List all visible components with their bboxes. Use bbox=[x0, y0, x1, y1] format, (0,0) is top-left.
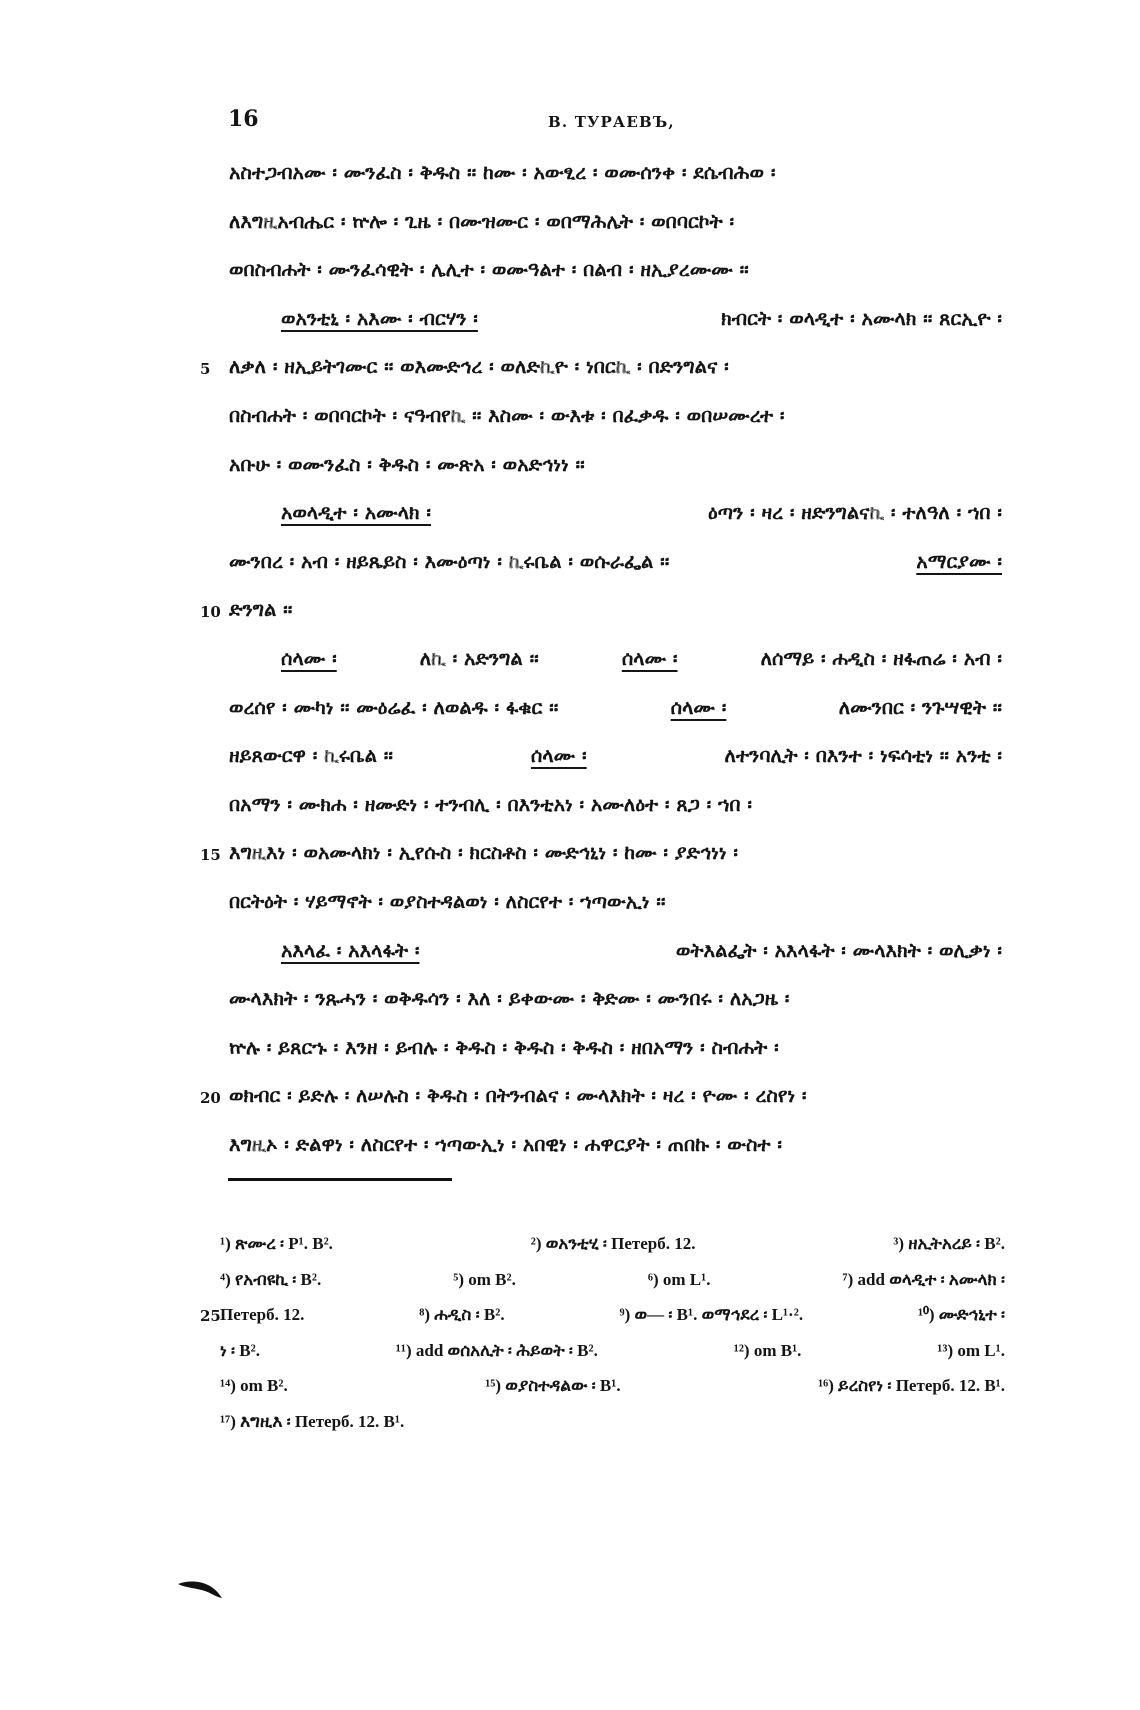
line-number: 15 bbox=[200, 846, 221, 865]
footnote-entry: ¹⁵) ወያስተዳልው ፡ B¹. bbox=[485, 1376, 621, 1395]
text-segment: ለሙንበር ፡ ንጉሣዊት ፡፡ bbox=[838, 695, 1002, 719]
text-line bbox=[229, 793, 1002, 816]
running-head: В. ТУРАЕВЪ, bbox=[548, 113, 675, 131]
footnote-line bbox=[220, 1305, 1005, 1325]
text-segment: ወበስብሐት ፡ ሙንፈሳዊት ፡ ሌሊተ ፡ ወሙዓልተ ፡ በልብ ፡ ዘኢያረሙሙ ፡፡ bbox=[229, 258, 749, 282]
text-segment: ዕጣን ፡ ዛረ ፡ ዘድንግልናኪ ፡ ተለዓለ ፡ ኀበ ፡ bbox=[708, 501, 1002, 525]
text-segment: ሙላእክት ፡ ንጹሓን ፡ ወቅዱሳን ፡ እለ ፡ ይቀውሙ ፡ ቅድሙ ፡ ሙንበሩ ፡ ለአጋዜ ፡ bbox=[229, 987, 790, 1011]
text-line bbox=[229, 1084, 1002, 1107]
footnote-entry: ¹⁴) om B². bbox=[220, 1376, 288, 1395]
text-line bbox=[281, 501, 1002, 524]
text-line bbox=[229, 987, 1002, 1010]
text-line bbox=[229, 210, 1002, 233]
footnote-line bbox=[220, 1270, 1005, 1290]
footnote-entry: ⁸) ሐዲስ ፡ B². bbox=[419, 1305, 505, 1324]
footnote-line bbox=[220, 1376, 1005, 1396]
rubric-segment: አማርያሙ ፡ bbox=[916, 549, 1002, 573]
text-line bbox=[229, 744, 1002, 767]
page-number: 16 bbox=[228, 106, 259, 132]
text-line bbox=[281, 307, 1002, 330]
footnote-line bbox=[220, 1412, 404, 1432]
rubric-segment: ሰላሙ ፡ bbox=[281, 647, 337, 670]
text-segment: ወክብር ፡ ይድሉ ፡ ለሠሉስ ፡ ቅዱስ ፡ በትንብልና ፡ ሙላእክት ፡ ዛረ ፡ ዮሙ ፡ ረስየነ ፡ bbox=[229, 1084, 807, 1108]
footnote-entry: ¹⁷) እግዚእ ፡ Петерб. 12. B¹. bbox=[220, 1411, 405, 1431]
text-line bbox=[229, 841, 1002, 864]
footnote-entry: ¹⁶) ይረስየነ ፡ Петерб. 12. B¹. bbox=[818, 1376, 1005, 1395]
text-segment: አቡሁ ፡ ወሙንፈስ ፡ ቅዱስ ፡ ሙጽአ ፡ ወአድኅነነ ፡፡ bbox=[229, 452, 585, 476]
text-segment: ለእግዚአብሔር ፡ ኵሎ ፡ ጊዜ ፡ በሙዝሙር ፡ ወበማሕሌት ፡ ወበባርኮት ፡ bbox=[229, 209, 735, 233]
text-line bbox=[281, 939, 1002, 962]
text-line bbox=[229, 258, 1002, 281]
text-segment: ለተንባሊት ፡ በእንተ ፡ ነፍሳቲነ ፡፡ አንቲ ፡ bbox=[724, 744, 1002, 768]
rubric-segment: ሰላሙ ፡ bbox=[621, 647, 678, 670]
footnote-entry: ⁹) ወ— ፡ B¹. ወማኅደረ ፡ L¹·². bbox=[619, 1305, 804, 1324]
text-segment: አስተጋብአሙ ፡ ሙንፈስ ፡ ቅዱስ ፡፡ ከሙ ፡ አውፂረ ፡ ወሙሰንቀ ፡ ደሴብሕወ ፡ bbox=[229, 161, 776, 184]
rubric-segment: አእላፈ ፡ አእላፋት ፡ bbox=[281, 938, 420, 962]
text-segment: እግዚኦ ፡ ድልዋነ ፡ ለስርየተ ፡ ኀጣውኢነ ፡ አበዊነ ፡ ሐዋርያት ፡ ጠበኩ ፡ ውስተ ፡ bbox=[229, 1133, 782, 1156]
footnote-rule bbox=[228, 1178, 452, 1181]
line-number: 5 bbox=[200, 360, 211, 379]
text-segment: ለኪ ፡ አድንግል ፡፡ bbox=[419, 647, 539, 670]
text-line bbox=[229, 598, 292, 621]
text-segment: ሙንበረ ፡ አብ ፡ ዘይጼይስ ፡ እሙዕጣነ ፡ ኪሩቤል ፡ ወሱራፌል ፡፡ bbox=[229, 549, 670, 573]
footnote-entry: ነ ፡ B². bbox=[220, 1340, 260, 1360]
footnote-entry: ³) ዘኢትአረይ ፡ B². bbox=[893, 1234, 1005, 1253]
rubric-segment: ሰላሙ ፡ bbox=[670, 695, 727, 719]
text-segment: ክብርት ፡ ወላዲተ ፡ አሙላክ ፡፡ ጸርኢዮ ፡ bbox=[721, 306, 1002, 330]
footnote-entry: ⁵) om B². bbox=[453, 1269, 516, 1289]
footnote-entry: ⁷) add ወላዲተ ፡ አሙላክ ፡ bbox=[842, 1269, 1005, 1289]
text-segment: ለቃለ ፡ ዘኢይትገሙር ፡፡ ወእሙድኅረ ፡ ወለድኪዮ ፡ ነበርኪ ፡ በድንግልና ፡ bbox=[229, 355, 729, 379]
text-line bbox=[229, 355, 1002, 378]
text-segment: እግዚእነ ፡ ወአሙላክነ ፡ ኢየሱስ ፡ ክርስቶስ ፡ ሙድኅኒነ ፡ ከሙ ፡ ያድኅነነ ፡ bbox=[229, 841, 739, 865]
footnote-entry: ⁶) om L¹. bbox=[647, 1269, 711, 1289]
rubric-segment: ወአንቲኒ ፡ አእሙ ፡ ብርሃን ፡ bbox=[281, 306, 478, 330]
text-line bbox=[281, 647, 1002, 670]
text-line bbox=[229, 453, 1002, 476]
text-line bbox=[229, 550, 1002, 573]
text-line bbox=[229, 1133, 1002, 1156]
line-number: 25 bbox=[200, 1307, 221, 1325]
ink-blot bbox=[178, 1580, 224, 1600]
text-line bbox=[229, 161, 1002, 184]
line-number: 20 bbox=[200, 1089, 221, 1108]
footnote-entry: ¹³) om L¹. bbox=[937, 1340, 1005, 1360]
line-number: 10 bbox=[200, 603, 221, 622]
text-segment: በአማን ፡ ሙክሐ ፡ ዘሙድነ ፡ ተንብሊ ፡ በእንቲአነ ፡ አሙለዕተ ፡ ጸጋ ፡ ኀበ ፡ bbox=[229, 792, 752, 816]
footnote-entry: ¹) ጽሙረ ፡ P¹. B². bbox=[220, 1234, 333, 1253]
text-segment: ወረሰየ ፡ ሙካነ ፡፡ ሙዕሬፈ ፡ ለወልዱ ፡ ፋቁር ፡፡ bbox=[229, 695, 559, 719]
rubric-segment: ሰላሙ ፡ bbox=[530, 744, 587, 768]
footnote-entry: ²) ወአንቲሂ ፡ Петерб. 12. bbox=[530, 1234, 696, 1253]
rubric-segment: አወላዲተ ፡ አሙላክ ፡ bbox=[281, 501, 431, 525]
text-line bbox=[229, 890, 1002, 913]
text-segment: በስብሐት ፡ ወበባርኮት ፡ ናዓብየኪ ፡፡ እስሙ ፡ ውእቱ ፡ በፈቃዱ ፡ ወበሠሙረተ ፡ bbox=[229, 404, 785, 427]
footnote-line bbox=[220, 1234, 1005, 1254]
footnote-entry: ¹²) om B¹. bbox=[733, 1340, 802, 1360]
text-segment: ዘይጸውርዋ ፡ ኪሩቤል ፡፡ bbox=[229, 744, 393, 768]
footnote-entry: Петерб. 12. bbox=[220, 1305, 305, 1324]
footnote-entry: ⁴) የአብዩኪ ፡ B². bbox=[220, 1269, 322, 1289]
text-line bbox=[229, 696, 1002, 719]
footnote-line bbox=[220, 1341, 1005, 1361]
footnote-entry: ¹¹) add ወሰአሊት ፡ ሕይወት ፡ B². bbox=[395, 1340, 598, 1360]
text-segment: በርትዕት ፡ ሃይማኖት ፡ ወያስተዳልወነ ፡ ለስርየተ ፡ ኀጣውኢነ ፡፡ bbox=[229, 890, 666, 913]
text-line bbox=[229, 404, 1002, 427]
text-segment: ወትእልፌት ፡ አእላፋት ፡ ሙላእክት ፡ ወሊቃነ ፡ bbox=[675, 938, 1002, 962]
text-line bbox=[229, 1036, 1002, 1059]
footnote-entry: ¹⁰) ሙድኅኒተ ፡ bbox=[917, 1305, 1005, 1324]
text-segment: ለሰማይ ፡ ሐዲስ ፡ ዘፋጠሬ ፡ አብ ፡ bbox=[760, 647, 1002, 670]
text-segment: ድንግል ፡፡ bbox=[229, 598, 293, 622]
text-segment: ኵሉ ፡ ይጸርኁ ፡ እንዘ ፡ ይብሉ ፡ ቅዱስ ፡ ቅዱስ ፡ ቅዱስ ፡ ዘበአማን ፡ ስብሐት ፡ bbox=[229, 1035, 779, 1059]
